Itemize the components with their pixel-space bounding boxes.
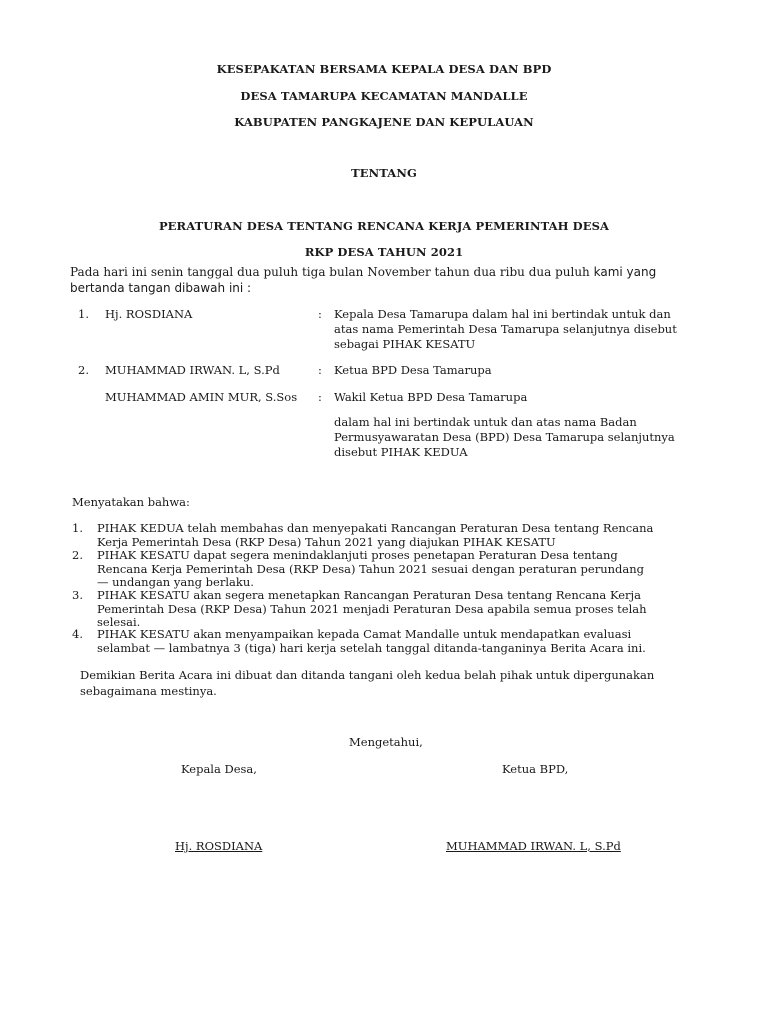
- closing-paragraph: Demikian Berita Acara ini dibuat dan ditanda tangani oleh kedua belah pihak untuk dipergunakan sebagaimana mestinya.: [80, 668, 655, 698]
- right-signatory-name: MUHAMMAD IRWAN. L, S.Pd: [446, 839, 621, 853]
- intro-text: Pada hari ini senin tanggal dua puluh tiga bulan November tahun dua ribu dua puluh: [70, 265, 590, 279]
- intro-bold-tail: kami yang bertanda tangan dibawah ini :: [70, 265, 657, 295]
- party-role-line: Kepala Desa Tamarupa dalam hal ini bertindak untuk dan: [334, 307, 671, 321]
- left-signatory-title: Kepala Desa,: [181, 762, 257, 776]
- note-line: dalam hal ini bertindak untuk dan atas nama Badan: [334, 415, 637, 429]
- party-colon: :: [318, 363, 322, 377]
- party-colon: :: [318, 307, 322, 321]
- statement-line: selesai.: [97, 615, 141, 629]
- party-role-line: atas nama Pemerintah Desa Tamarupa selanjutnya disebut: [334, 322, 677, 336]
- statement-line: Kerja Pemerintah Desa (RKP Desa) Tahun 2021 yang diajukan PIHAK KESATU: [97, 534, 556, 549]
- statement-line: Pemerintah Desa (RKP Desa) Tahun 2021 menjadi Peraturan Desa apabila semua proses telah: [97, 601, 647, 616]
- heading-subject: PERATURAN DESA TENTANG RENCANA KERJA PEMERINTAH DESA: [158, 219, 610, 233]
- statement-line: Rencana Kerja Pemerintah Desa (RKP Desa) Tahun 2021 sesuai dengan peraturan perundang: [97, 561, 645, 576]
- statement-line: selambat — lambatnya 3 (tiga) hari kerja setelah tanggal ditanda-tanganinya Berita Acara ini.: [97, 640, 646, 655]
- heading-line-3: KABUPATEN PANGKAJENE DAN KEPULAUAN: [234, 115, 534, 129]
- intro-paragraph: [70, 264, 700, 296]
- right-signatory-title: Ketua BPD,: [502, 762, 569, 776]
- left-signatory-name: Hj. ROSDIANA: [175, 839, 263, 853]
- heading-rkp: RKP DESA TAHUN 2021: [304, 245, 464, 259]
- statement-number: 1.: [72, 521, 83, 535]
- party-number: 2.: [78, 363, 89, 377]
- statement-number: 2.: [72, 548, 83, 562]
- statement-line: PIHAK KESATU akan segera menetapkan Rancangan Peraturan Desa tentang Rencana Kerja: [97, 588, 641, 602]
- statement-number: 4.: [72, 627, 83, 641]
- party-name: Hj. ROSDIANA: [105, 307, 193, 321]
- party-colon: :: [318, 390, 322, 404]
- party-name: MUHAMMAD IRWAN. L, S.Pd: [105, 363, 280, 377]
- heading-line-1: KESEPAKATAN BERSAMA KEPALA DESA DAN BPD: [216, 62, 552, 76]
- party-role-line: Wakil Ketua BPD Desa Tamarupa: [334, 390, 528, 404]
- note-line: Permusyawaratan Desa (BPD) Desa Tamarupa selanjutnya: [334, 430, 675, 444]
- heading-tentang: TENTANG: [351, 166, 417, 180]
- party-role-line: Ketua BPD Desa Tamarupa: [334, 363, 492, 377]
- statement-line: PIHAK KESATU akan menyampaikan kepada Camat Mandalle untuk mendapatkan evaluasi: [97, 627, 632, 641]
- mengetahui-label: Mengetahui,: [349, 735, 423, 749]
- note-line: disebut PIHAK KEDUA: [334, 445, 468, 459]
- statement-label: Menyatakan bahwa:: [72, 495, 190, 509]
- statement-number: 3.: [72, 588, 83, 602]
- party-name: MUHAMMAD AMIN MUR, S.Sos: [105, 390, 298, 404]
- party-role-line: sebagai PIHAK KESATU: [334, 337, 476, 351]
- heading-line-2: DESA TAMARUPA KECAMATAN MANDALLE: [240, 89, 528, 103]
- statement-line: — undangan yang berlaku.: [97, 575, 254, 589]
- statement-line: PIHAK KEDUA telah membahas dan menyepakati Rancangan Peraturan Desa tentang Rencana: [97, 521, 654, 535]
- statement-line: PIHAK KESATU dapat segera menindaklanjuti proses penetapan Peraturan Desa tentang: [97, 548, 618, 562]
- party-number: 1.: [78, 307, 89, 321]
